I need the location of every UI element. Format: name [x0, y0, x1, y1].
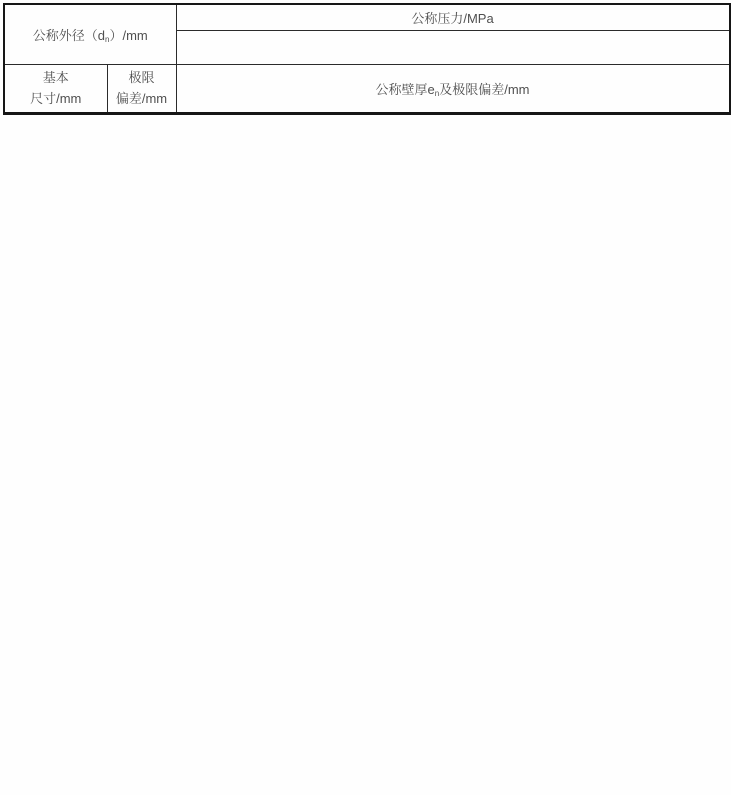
header-row-3	[4, 64, 730, 113]
basic-size-line1: 基本	[42, 69, 69, 85]
wall-thickness-label-part2: 及极限偏差/mm	[439, 81, 530, 97]
nominal-pressure-header: 公称压力/MPa	[176, 4, 730, 30]
basic-size-header	[4, 64, 107, 113]
outer-diameter-header	[4, 4, 176, 64]
header-row-1	[4, 4, 730, 30]
outer-diameter-label-part1: 公称外径（d	[32, 27, 105, 43]
wall-thickness-subscript: n	[434, 88, 440, 98]
outer-diameter-label-part2: ）/mm	[109, 27, 148, 43]
pipe-wall-thickness-table	[3, 3, 731, 115]
basic-size-line2: 尺寸/mm	[30, 91, 82, 106]
outer-diameter-subscript: n	[105, 34, 110, 44]
limit-deviation-header	[107, 64, 176, 113]
wall-thickness-label-part1: 公称壁厚e	[375, 81, 435, 97]
wall-thickness-header	[176, 64, 730, 113]
limit-deviation-line1: 极限	[128, 69, 155, 85]
limit-deviation-line2: 偏差/mm	[115, 91, 168, 106]
